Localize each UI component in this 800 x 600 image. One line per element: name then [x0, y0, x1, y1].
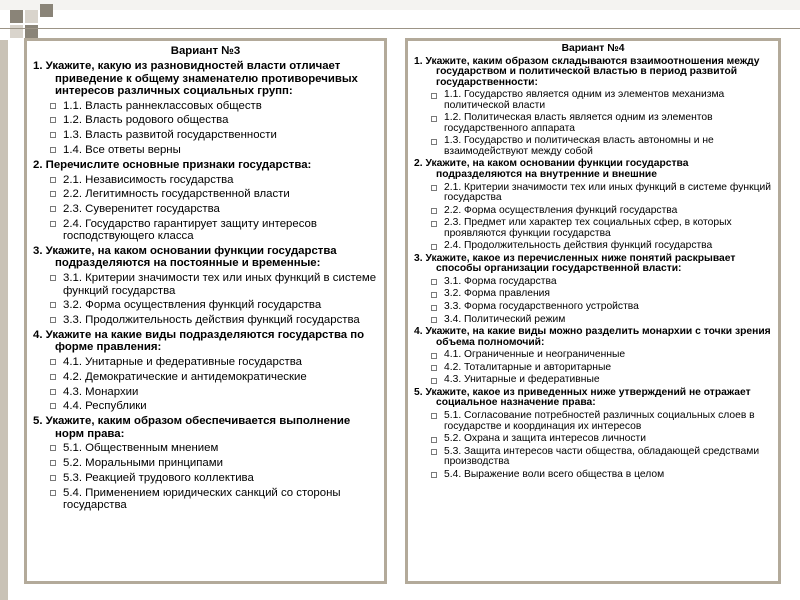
answer-option [33, 114, 378, 126]
answer-option [414, 447, 772, 468]
answer-option [414, 470, 772, 481]
question-text: 4. Укажите на какие виды подразделяются государства по форме правления: [33, 328, 365, 354]
answer-option-label: 5.4. Выражение воли всего общества в целом [444, 468, 665, 480]
square-bullet-icon [431, 317, 437, 323]
answer-option [33, 203, 378, 215]
answer-option [414, 363, 772, 374]
square-bullet-icon [50, 177, 56, 183]
answer-option-label: 3.1. Форма государства [444, 275, 557, 287]
question-list [33, 60, 378, 511]
answer-option-label: 4.3. Монархии [63, 385, 139, 398]
answer-option-label: 1.1. Власть раннеклассовых обществ [63, 99, 262, 112]
answer-option-label: 3.2. Форма правления [444, 288, 550, 300]
answer-option-label: 4.2. Тоталитарные и авторитарные [444, 361, 612, 373]
square-bullet-icon [50, 445, 56, 451]
answer-option [414, 375, 772, 386]
answer-option [414, 218, 772, 239]
square-bullet-icon [431, 116, 437, 122]
answer-option-label: 3.4. Политический режим [444, 313, 566, 325]
answer-option-label: 2.1. Независимость государства [63, 173, 234, 186]
dark-square [10, 10, 23, 23]
square-bullet-icon [50, 490, 56, 496]
answer-option-label: 5.3. Реакцией трудового коллектива [63, 471, 254, 484]
answer-option-label: 2.4. Продолжительность действия функций государства [444, 240, 713, 252]
square-bullet-icon [50, 191, 56, 197]
answer-option [414, 206, 772, 217]
square-bullet-icon [50, 302, 56, 308]
panel-title: Вариант №3 [170, 45, 241, 57]
answer-option-label: 5.1. Согласование потребностей различных социальных слоев в государстве и координация их интересов [444, 409, 755, 432]
square-bullet-icon [50, 275, 56, 281]
square-bullet-icon [431, 437, 437, 443]
square-bullet-icon [50, 359, 56, 365]
answer-option [414, 411, 772, 432]
square-bullet-icon [431, 305, 437, 311]
answer-option [33, 487, 378, 512]
question-text: 1. Укажите, какую из разновидностей власти отличает приведение к общему знаменателю противоречивых интересов различных социальных групп: [33, 60, 358, 97]
square-bullet-icon [431, 353, 437, 359]
answer-option [33, 314, 378, 326]
square-bullet-icon [431, 221, 437, 227]
answer-option [414, 90, 772, 111]
answer-option [33, 218, 378, 243]
variant-3-panel [24, 38, 387, 584]
answer-option [414, 350, 772, 361]
answer-option [414, 434, 772, 445]
left-rail [0, 40, 8, 600]
answer-option-label: 4.4. Республики [63, 400, 147, 413]
square-bullet-icon [50, 103, 56, 109]
question-text: 3. Укажите, на каком основании функции государства подразделяются на постоянные и временные: [33, 245, 337, 270]
answer-option [33, 356, 378, 368]
answer-option [33, 442, 378, 454]
answer-option-label: 5.1. Общественным мнением [63, 442, 219, 455]
square-bullet-icon [50, 206, 56, 212]
square-bullet-icon [50, 132, 56, 138]
panel-title: Вариант №4 [561, 43, 625, 54]
question-text: 3. Укажите, какое из перечисленных ниже понятий раскрывает способы организации государственной власти: [414, 252, 736, 275]
question-list [414, 57, 772, 481]
answer-option [414, 241, 772, 252]
square-bullet-icon [431, 185, 437, 191]
answer-option [33, 100, 378, 112]
answer-option [414, 302, 772, 313]
question-text: 5. Укажите, какое из приведенных ниже утверждений не отражает социальное назначение права: [414, 386, 751, 409]
square-bullet-icon [431, 472, 437, 478]
square-bullet-icon [50, 403, 56, 409]
square-bullet-icon [431, 279, 437, 285]
answer-option [414, 183, 772, 204]
square-bullet-icon [431, 365, 437, 371]
answer-option [33, 457, 378, 469]
answer-option [33, 299, 378, 311]
answer-option-label: 4.1. Ограниченные и неограниченные [444, 349, 626, 361]
answer-option [414, 315, 772, 326]
answer-option [33, 386, 378, 398]
square-bullet-icon [431, 93, 437, 99]
light-square [25, 10, 38, 23]
question-text: 2. Перечислите основные признаки государства: [33, 158, 312, 171]
question-text: 5. Укажите, каким образом обеспечивается выполнение норм права: [33, 415, 351, 440]
answer-option [33, 188, 378, 200]
answer-option-label: 5.2. Моральными принципами [63, 457, 223, 470]
answer-option-label: 1.3. Государство и политическая власть автономны и не взаимодействуют между собой [444, 135, 714, 157]
question-text: 4. Укажите, на какие виды можно разделить монархии с точки зрения объема полномочий: [414, 326, 771, 348]
answer-option-label: 5.3. Защита интересов части общества, обладающей средствами производства [444, 445, 760, 468]
square-bullet-icon [431, 378, 437, 384]
top-band [0, 0, 800, 10]
square-bullet-icon [431, 244, 437, 250]
question-text: 1. Укажите, каким образом складываются взаимоотношения между государством и политической властью в период развитой государственности: [414, 55, 760, 88]
question-text: 2. Укажите, на каком основании функции государства подразделяются на внутренние и внешние [414, 158, 689, 181]
decorative-squares [0, 0, 70, 38]
answer-option-label: 2.2. Легитимность государственной власти [63, 188, 290, 201]
header-rule [0, 28, 800, 29]
dark-square [40, 4, 53, 17]
square-bullet-icon [50, 117, 56, 123]
square-bullet-icon [50, 317, 56, 323]
light-square [10, 25, 23, 38]
square-bullet-icon [50, 147, 56, 153]
answer-option [33, 371, 378, 383]
answer-option [33, 129, 378, 141]
answer-option-label: 1.1. Государство является одним из элементов механизма политической власти [444, 89, 725, 111]
square-bullet-icon [431, 292, 437, 298]
answer-option-label: 1.2. Власть родового общества [63, 114, 229, 127]
answer-option [414, 289, 772, 300]
answer-option-label: 1.2. Политическая власть является одним из элементов государственного аппарата [444, 112, 713, 134]
answer-option [414, 113, 772, 134]
answer-option-label: 2.3. Предмет или характер тех социальных сфер, в которых проявляются функции государства [444, 217, 732, 239]
square-bullet-icon [431, 449, 437, 455]
answer-option-label: 3.3. Форма государственного устройства [444, 301, 639, 313]
dark-square [25, 25, 38, 38]
variant-4-panel [405, 38, 781, 584]
answer-option [33, 400, 378, 412]
answer-option [414, 277, 772, 288]
answer-option [414, 136, 772, 157]
answer-option [33, 144, 378, 156]
square-bullet-icon [50, 460, 56, 466]
answer-option-label: 3.2. Форма осуществления функций государства [63, 299, 322, 312]
answer-option-label: 5.2. Охрана и защита интересов личности [444, 433, 646, 445]
square-bullet-icon [50, 221, 56, 227]
answer-option-label: 4.3. Унитарные и федеративные [444, 374, 600, 386]
answer-option [33, 472, 378, 484]
square-bullet-icon [431, 208, 437, 214]
answer-option [33, 174, 378, 186]
answer-option-label: 2.3. Суверенитет государства [63, 203, 220, 216]
answer-option-label: 1.3. Власть развитой государственности [63, 129, 277, 142]
answer-option-label: 2.1. Критерии значимости тех или иных функций в системе функций государства [444, 181, 771, 204]
answer-option-label: 3.3. Продолжительность действия функций государства [63, 314, 360, 327]
answer-option-label: 2.2. Форма осуществления функций государства [444, 204, 678, 216]
answer-option-label: 1.4. Все ответы верны [63, 144, 181, 157]
answer-option-label: 3.1. Критерии значимости тех или иных функций в системе функций государства [63, 272, 377, 297]
answer-option-label: 4.2. Демократические и антидемократические [63, 370, 307, 383]
answer-option-label: 2.4. Государство гарантирует защиту интересов господствующего класса [63, 218, 317, 243]
answer-option-label: 4.1. Унитарные и федеративные государства [63, 356, 303, 369]
square-bullet-icon [431, 413, 437, 419]
answer-option [33, 272, 378, 297]
square-bullet-icon [431, 139, 437, 145]
square-bullet-icon [50, 389, 56, 395]
square-bullet-icon [50, 475, 56, 481]
square-bullet-icon [50, 374, 56, 380]
answer-option-label: 5.4. Применением юридических санкций со стороны государства [63, 486, 341, 511]
